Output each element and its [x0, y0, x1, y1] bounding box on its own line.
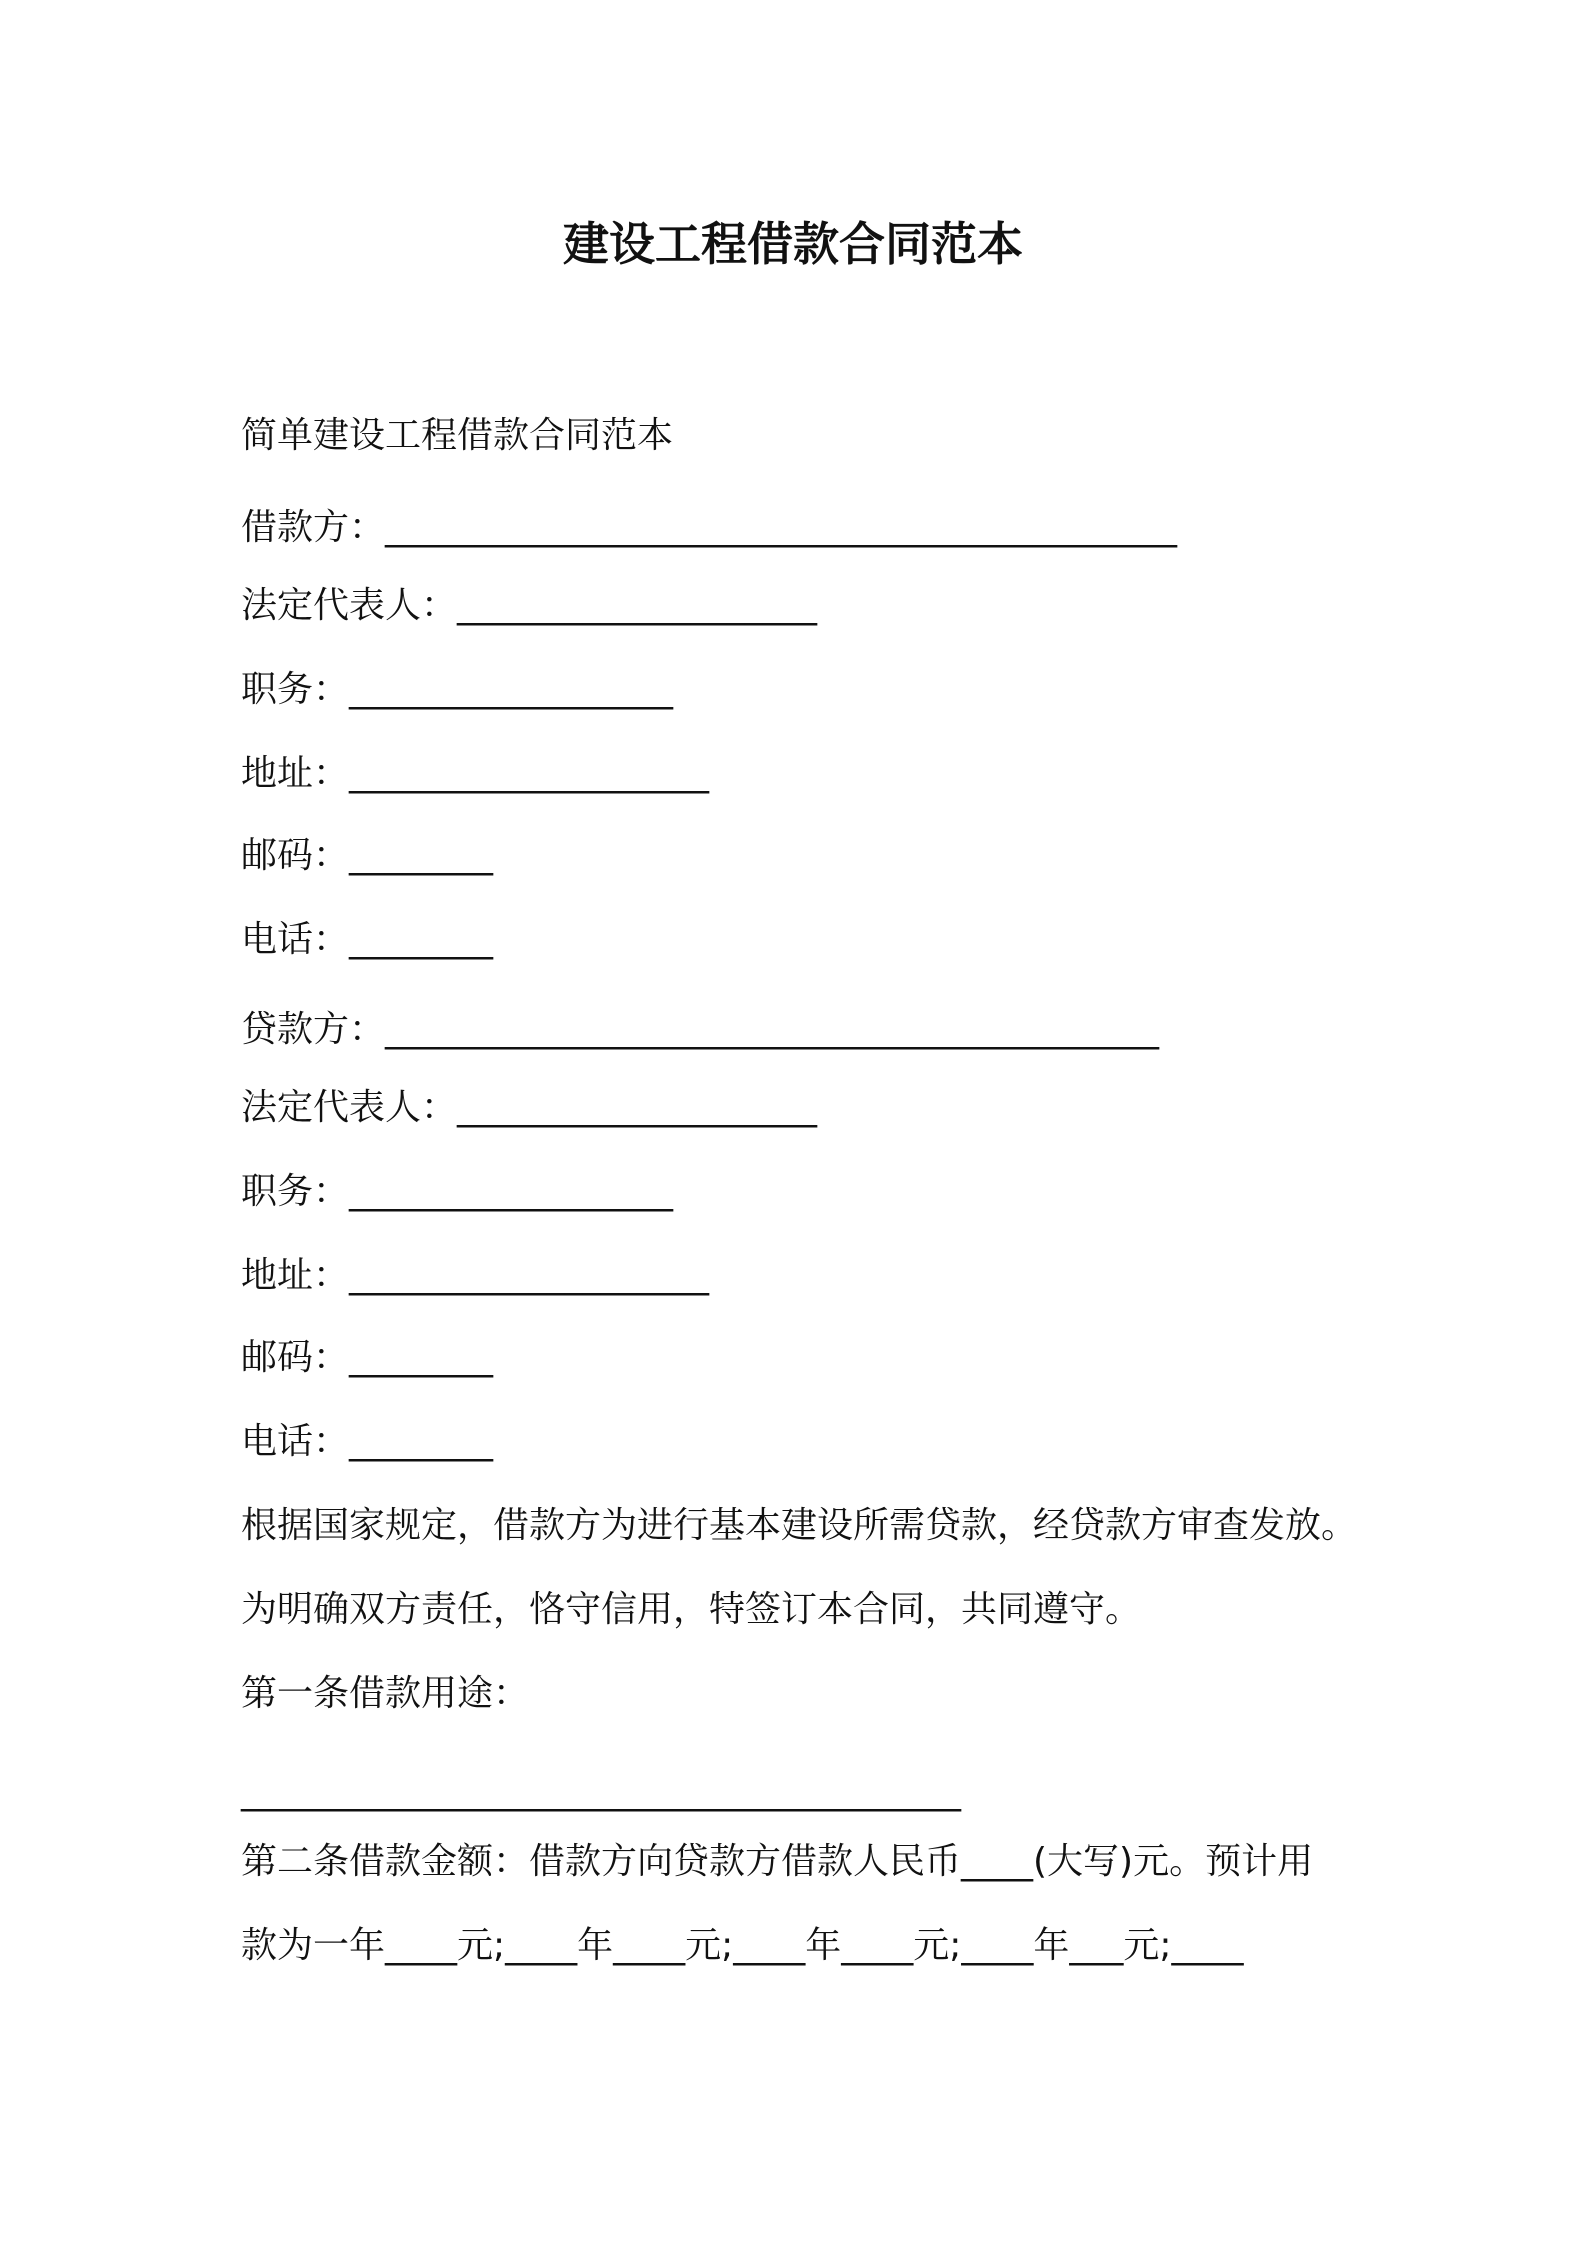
- article-2-line: 第二条借款金额：借款方向贷款方借款人民币____(大写)元。预计用: [241, 1841, 1314, 1882]
- borrower-postcode-field: 邮码：________: [241, 835, 494, 876]
- article-2-line: 款为一年____元;____年____元;____年____元;____年___元;____: [241, 1925, 1244, 1966]
- document-title: 建设工程借款合同范本: [563, 217, 1023, 271]
- lender-phone-field: 电话：________: [241, 1421, 494, 1462]
- lender-legal-rep-field: 法定代表人：____________________: [241, 1087, 818, 1128]
- lender-address-field: 地址：____________________: [241, 1255, 710, 1296]
- subtitle: 简单建设工程借款合同范本: [241, 415, 674, 456]
- article-1-blank: ________________________________________: [241, 1771, 961, 1812]
- lender-position-field: 职务：__________________: [241, 1171, 674, 1212]
- borrower-field: 借款方：____________________________________________: [241, 507, 1178, 548]
- lender-field: 贷款方：___________________________________________: [241, 1009, 1160, 1050]
- body-paragraph-line: 根据国家规定，借款方为进行基本建设所需贷款，经贷款方审查发放。: [241, 1505, 1358, 1546]
- borrower-legal-rep-field: 法定代表人：____________________: [241, 585, 818, 626]
- borrower-position-field: 职务：__________________: [241, 669, 674, 710]
- borrower-address-field: 地址：____________________: [241, 753, 710, 794]
- article-1-heading: 第一条借款用途：: [241, 1673, 530, 1714]
- lender-postcode-field: 邮码：________: [241, 1337, 494, 1378]
- borrower-phone-field: 电话：________: [241, 919, 494, 960]
- body-paragraph-line: 为明确双方责任，恪守信用，特签订本合同，共同遵守。: [241, 1589, 1142, 1630]
